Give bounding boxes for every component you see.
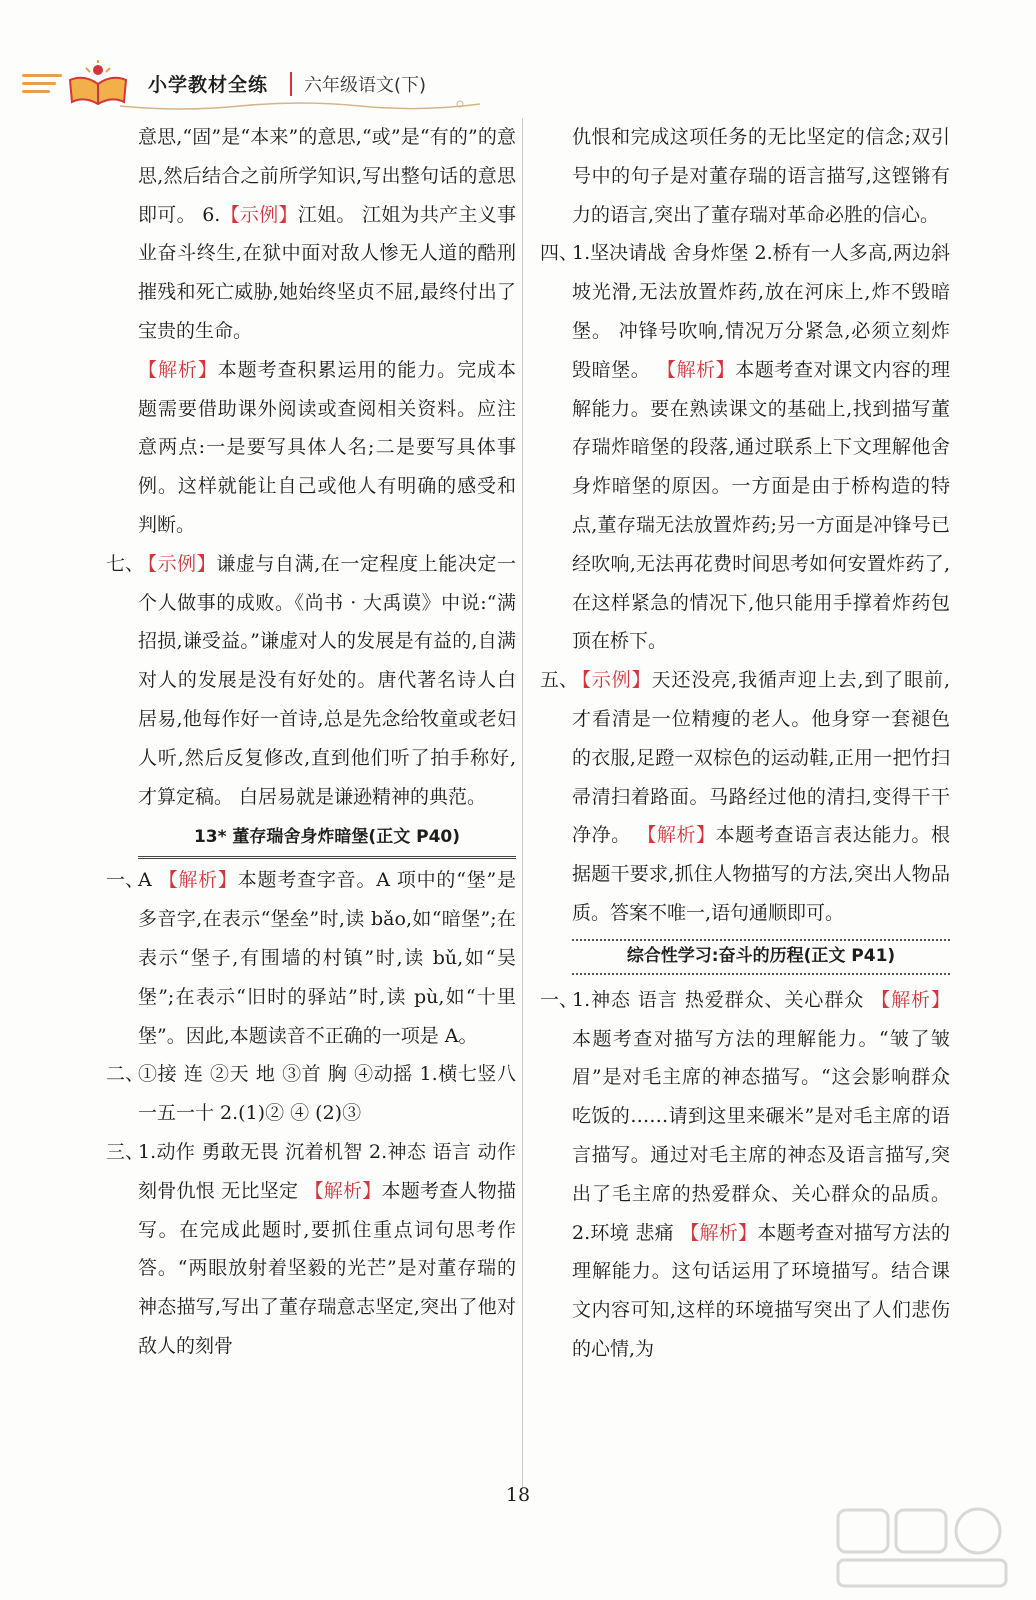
analysis-tag: 【解析】	[138, 358, 218, 381]
grade-label: 六年级语文(下)	[304, 75, 427, 96]
analysis-tag: 【解析】	[871, 988, 950, 1011]
question-7: 七、 【示例】谦虚与自满,在一定程度上能决定一个人做事的成败。《尚书 · 大禹谟》中说:“满招损,谦受益。”谦虚对人的发展是有益的,自满对人的发展是没有好处的。唐代著名诗人白居易,他每作好一首诗,总是先念给牧童或老妇人听,然后反复修改,直到他们听了拍手称好,才算定稿。 白居易就是谦逊精神的典范。	[106, 552, 516, 808]
example-tag: 【示例】	[138, 552, 217, 575]
answer-paragraph: 意思,“固”是“本来”的意思,“或”是“有的”的意思,然后结合之前所学知识,写出整句话的意思即可。 6.【示例】江姐。 江姐为共产主义事业奋斗终生,在狱中面对敌人惨无人道的酷刑摧残和死亡威胁,她始终坚贞不屈,最终付出了宝贵的生命。	[138, 126, 516, 342]
page-header	[0, 0, 1036, 120]
header-separator	[290, 72, 292, 96]
header-decoration-lines	[22, 74, 62, 98]
analysis-tag: 【解析】	[637, 824, 716, 847]
header-underline	[120, 100, 480, 112]
answer-paragraph: 仇恨和完成这项任务的无比坚定的信念;双引号中的句子是对董存瑞的语言描写,这铿锵有力的语言,突出了董存瑞对革命必胜的信心。	[572, 126, 950, 226]
example-tag: 【示例】	[572, 669, 652, 692]
analysis-tag: 【解析】	[680, 1221, 758, 1244]
left-column	[106, 118, 516, 1366]
right-column	[540, 118, 950, 1369]
book-title: 小学教材全练	[148, 74, 269, 96]
question-1: 一、 A 【解析】本题考查字音。A 项中的“堡”是多音字,在表示“堡垒”时,读 bǎo,如“暗堡”;在表示“堡子,有围墙的村镇”时,读 bǔ,如“吴堡”;在表示“旧时的驿站”时,读 pù,如“十里堡”。因此,本题读音不正确的一项是 A。	[106, 869, 516, 1047]
lesson-13-heading: 13* 董存瑞舍身炸暗堡(正文 P40)	[138, 818, 516, 859]
analysis-tag: 【解析】	[304, 1179, 382, 1202]
analysis-tag: 【解析】	[656, 358, 736, 381]
example-tag: 【示例】	[220, 203, 298, 226]
question-4: 四、 1.坚决请战 舍身炸堡 2.桥有一人多高,两边斜坡光滑,无法放置炸药,放在河床上,炸不毁暗堡。 冲锋号吹响,情况万分紧急,必须立刻炸毁暗堡。 【解析】本题考查对课文内容的理解能力。要在熟读课文的基础上,找到描写董存瑞炸暗堡的段落,通过联系上下文理解他舍身炸暗堡的原因。一方面是由于桥构造的特点,董存瑞无法放置炸药;另一方面是冲锋号已经吹响,无法再花费时间思考如何安置炸药了,在这样紧急的情况下,他只能用手撑着炸药包顶在桥下。	[540, 242, 950, 653]
analysis-tag: 【解析】	[158, 869, 238, 892]
integrated-question-1: 一、 1.神态 语言 热爱群众、关心群众 【解析】本题考查对描写方法的理解能力。“皱了皱眉”是对毛主席的神态描写。“这会影响群众吃饭的……请到这里来碾米”是对毛主席的语言描写。通过对毛主席的神态及语言描写,突出了毛主席的热爱群众、关心群众的品质。 2.环境 悲痛 【解析】本题考查对描写方法的理解能力。这句话运用了环境描写。结合课文内容可知,这样的环境描写突出了人们悲伤的心情,为	[540, 988, 950, 1360]
page-number: 18	[505, 1484, 531, 1506]
integrated-study-heading: 综合性学习:奋斗的历程(正文 P41)	[572, 939, 950, 975]
watermark-logo-icon	[832, 1502, 1012, 1592]
question-5: 五、 【示例】天还没亮,我循声迎上去,到了眼前,才看清是一位精瘦的老人。他身穿一套褪色的衣服,足蹬一双棕色的运动鞋,正用一把竹扫帚清扫着路面。马路经过他的清扫,变得干干净净。 【解析】本题考查语言表达能力。根据题干要求,抓住人物描写的方法,突出人物品质。答案不唯一,语句通顺即可。	[540, 669, 950, 924]
analysis-paragraph: 【解析】本题考查积累运用的能力。完成本题需要借助课外阅读或查阅相关资料。应注意两点:一是要写具体人名;二是要写具体事例。这样就能让自己或他人有明确的感受和判断。	[138, 358, 516, 536]
question-3: 三、 1.动作 勇敢无畏 沉着机智 2.神态 语言 动作 刻骨仇恨 无比坚定 【解析】本题考查人物描写。在完成此题时,要抓住重点词句思考作答。“两眼放射着坚毅的光芒”是对董存瑞的神态描写,写出了董存瑞意志坚定,突出了他对敌人的刻骨	[106, 1140, 516, 1357]
column-divider	[522, 118, 523, 1488]
question-2: 二、 ①接 连 ②天 地 ③首 胸 ④动摇 1.横七竖八 一五一十 2.(1)② ④ (2)③	[106, 1063, 516, 1125]
